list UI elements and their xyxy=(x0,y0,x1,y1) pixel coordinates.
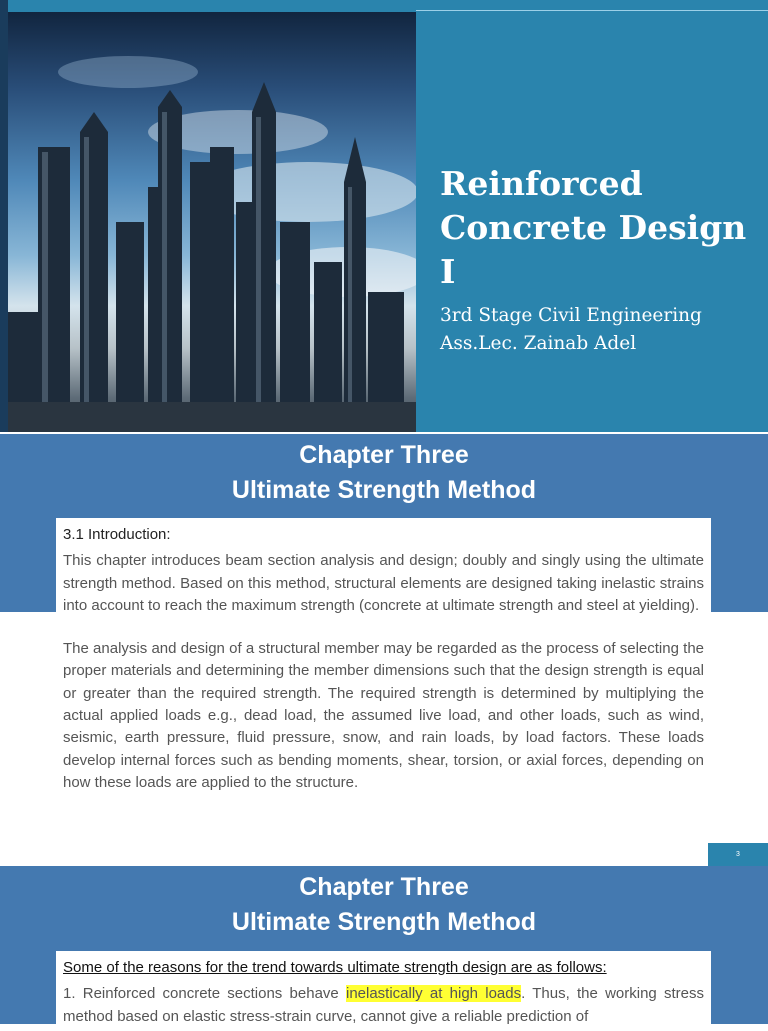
left-strip xyxy=(0,0,8,432)
chapter-title: Chapter Three xyxy=(299,873,469,901)
deck-subtitle xyxy=(440,302,702,358)
section-title: 3.1 Introduction: xyxy=(63,526,171,543)
deck-title: Reinforced Concrete Design I xyxy=(440,164,747,291)
reason-text-continued: . Thus, the working stress method based on elastic stress-strain curve, cannot give a reliable prediction of xyxy=(63,985,705,1025)
chapter-title: Chapter Three xyxy=(299,441,469,469)
course-stage: 3rd Stage Civil Engineering xyxy=(440,305,702,326)
chapter-heading xyxy=(0,870,768,940)
highlighted-text: inelastically at high loads xyxy=(345,985,522,1003)
title-slide xyxy=(0,0,768,432)
lecturer-name: Ass.Lec. Zainab Adel xyxy=(440,333,637,354)
reasons-intro: Some of the reasons for the trend towards ultimate strength design are as follows: xyxy=(63,959,607,976)
chapter-subtitle: Ultimate Strength Method xyxy=(231,476,537,504)
city-skyline-image xyxy=(8,12,416,432)
reason-item-1 xyxy=(63,983,704,1028)
chapter-heading xyxy=(0,438,768,508)
top-accent-line xyxy=(416,10,768,11)
page-number: 3 xyxy=(708,843,768,866)
intro-paragraph-1: This chapter introduces beam section analysis and design; doubly and singly using the ultimate strength method. Based on this method, structural elements are designed taking inelastic strains into account to reach the maximum strength (concrete at ultimate strength and steel at yielding). xyxy=(63,552,704,614)
reason-text: 1. Reinforced concrete sections behave xyxy=(63,985,346,1003)
chapter-subtitle: Ultimate Strength Method xyxy=(231,908,537,936)
reasons-text-box xyxy=(56,951,711,1031)
intro-paragraph-2: The analysis and design of a structural member may be regarded as the process of selecting the proper materials and determining the member dimensions such that the design strength is equal or greater than the required strength. The required strength is determined by multiplying the actual applied loads e.g., dead load, the assumed live load, and other loads, such as wind, seismic, earth pressure, fluid pressure, snow, and rain loads, by load factors. These loads develop internal forces such as bending moments, shear, torsion, or axial forces, depending on how these loads are applied to the structure. xyxy=(63,640,704,791)
intro-text-box xyxy=(56,518,711,868)
